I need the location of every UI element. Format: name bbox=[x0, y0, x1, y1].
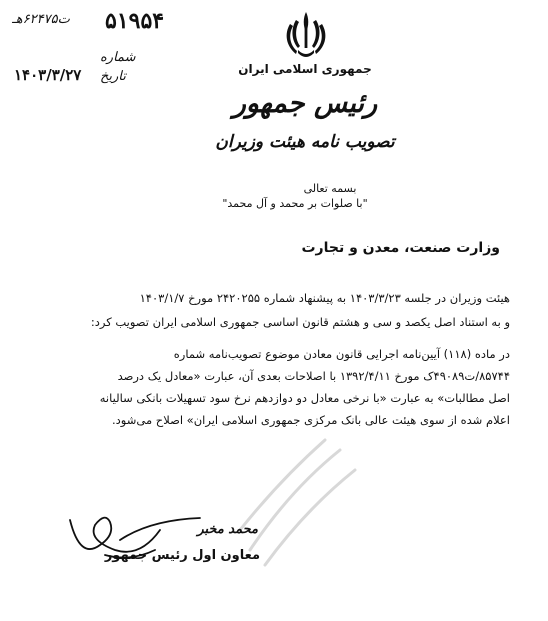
letter-number: ۵۱۹۵۴ bbox=[105, 8, 165, 34]
body-line: اعلام شده از سوی هیئت عالی بانک مرکزی جمهوری اسلامی ایران» اصلاح می‌شود. bbox=[112, 413, 510, 427]
addressee: وزارت صنعت، معدن و تجارت bbox=[301, 240, 500, 256]
cabinet-title: تصویب نامه هیئت وزیران bbox=[215, 132, 395, 152]
basmala: بسمه تعالی bbox=[303, 182, 357, 195]
body-line: اصل مطالبات» به عبارت «با نرخی معادل دو دوازدهم نرخ سود تسهیلات بانکی سالیانه bbox=[99, 391, 510, 405]
body-line: در ماده (۱۱۸) آیین‌نامه اجرایی قانون معادن موضوع تصویب‌نامه شماره bbox=[173, 347, 510, 361]
republic-title: جمهوری اسلامی ایران bbox=[238, 62, 372, 76]
iran-emblem-icon bbox=[282, 8, 330, 62]
body-line: هیئت وزیران در جلسه ۱۴۰۳/۳/۲۳ به پیشنهاد شماره ۲۴۲۰۲۵۵ مورخ ۱۴۰۳/۱/۷ bbox=[139, 291, 510, 305]
body-line: ۸۵۷۴۴/ت۴۹۰۸۹ک مورخ ۱۳۹۲/۴/۱۱ با اصلاحات بعدی آن، عبارت «معادل یک درصد bbox=[117, 369, 510, 383]
salawat: "با صلوات بر محمد و آل محمد" bbox=[222, 197, 368, 210]
date-label: تاریخ bbox=[100, 69, 126, 84]
body-line: و به استناد اصل یکصد و سی و هشتم قانون اساسی جمهوری اسلامی ایران تصویب کرد: bbox=[90, 315, 510, 329]
letter-date: ۱۴۰۳/۳/۲۷ bbox=[14, 66, 82, 84]
number-label: شماره bbox=[100, 50, 136, 65]
signatory-name: محمد مخبر bbox=[197, 522, 258, 537]
president-title: رئیس جمهور bbox=[232, 88, 378, 119]
signatory-title: معاون اول رئیس جمهور bbox=[104, 548, 260, 563]
reference-number: ت۶۲۴۷۵هـ bbox=[12, 12, 70, 27]
